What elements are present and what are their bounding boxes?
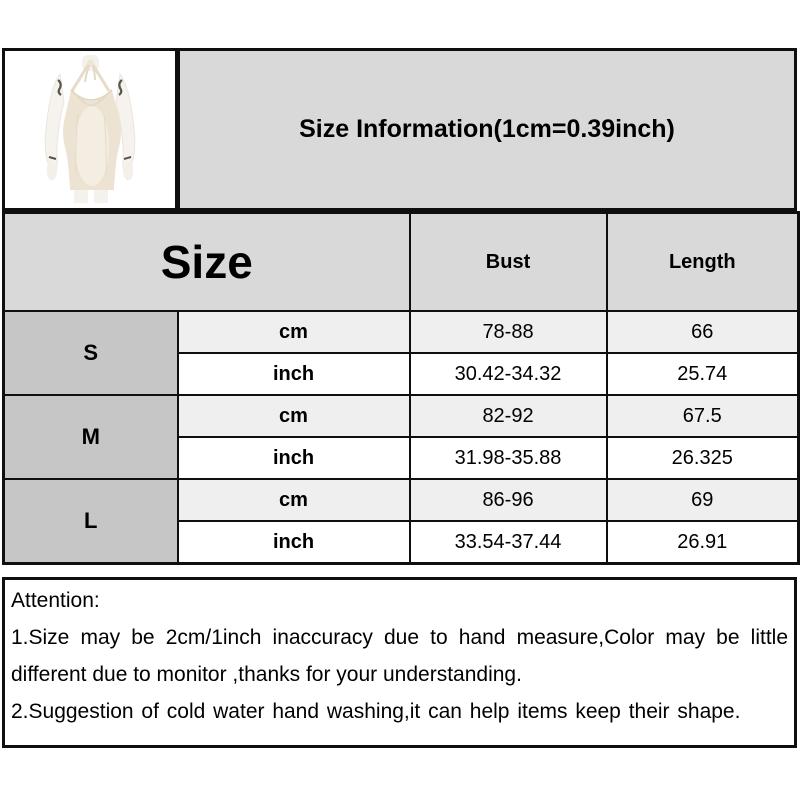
table-row xyxy=(4,395,799,437)
size-table xyxy=(2,211,800,565)
unit-label: inch xyxy=(178,521,410,564)
length-value: 26.325 xyxy=(607,437,799,479)
bust-value: 86-96 xyxy=(410,479,607,521)
bust-value: 33.54-37.44 xyxy=(410,521,607,564)
column-header-length: Length xyxy=(607,213,799,312)
unit-label: inch xyxy=(178,437,410,479)
table-header-row xyxy=(4,213,799,312)
banner-title: Size Information(1cm=0.39inch) xyxy=(299,115,675,143)
length-value: 66 xyxy=(607,311,799,353)
attention-heading: Attention: xyxy=(11,589,100,612)
bust-value: 30.42-34.32 xyxy=(410,353,607,395)
length-value: 69 xyxy=(607,479,799,521)
attention-note-2: 2.Suggestion of cold water hand washing,it can help items keep their shape. xyxy=(11,700,741,723)
bust-value: 31.98-35.88 xyxy=(410,437,607,479)
table-row xyxy=(4,311,799,353)
bust-value: 82-92 xyxy=(410,395,607,437)
column-header-size: Size xyxy=(4,213,410,312)
unit-label: cm xyxy=(178,479,410,521)
bust-value: 78-88 xyxy=(410,311,607,353)
length-value: 26.91 xyxy=(607,521,799,564)
length-value: 25.74 xyxy=(607,353,799,395)
size-label-l: L xyxy=(4,479,178,564)
dress-illustration-icon xyxy=(8,54,172,205)
size-label-s: S xyxy=(4,311,178,395)
column-header-bust: Bust xyxy=(410,213,607,312)
top-row xyxy=(2,48,797,211)
size-info-banner xyxy=(178,48,797,211)
unit-label: cm xyxy=(178,311,410,353)
attention-note-1: 1.Size may be 2cm/1inch inaccuracy due to hand measure,Color may be little different due to monitor ,thanks for your understanding. xyxy=(11,626,788,686)
table-row xyxy=(4,479,799,521)
length-value: 67.5 xyxy=(607,395,799,437)
product-image xyxy=(2,48,178,211)
unit-label: cm xyxy=(178,395,410,437)
attention-box xyxy=(2,577,797,748)
size-label-m: M xyxy=(4,395,178,479)
unit-label: inch xyxy=(178,353,410,395)
